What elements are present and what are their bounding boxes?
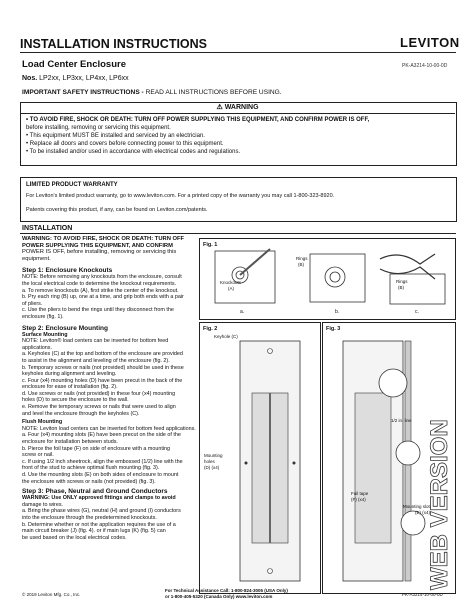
warning-list bbox=[26, 116, 369, 156]
warranty-text: For Leviton's limited product warranty, go to www.leviton.com. For a printed copy of the warranty you may call 1-800-323-8920. bbox=[26, 193, 335, 199]
install-warning: POWER SUPPLYING THIS EQUIPMENT, AND CONFIRM bbox=[22, 242, 173, 249]
rings-callout: (B) bbox=[298, 262, 304, 267]
fig1-label: Fig. 1 bbox=[203, 242, 218, 248]
half-inch-label: 1/2 in. line bbox=[391, 418, 412, 423]
step3-title: Step 3: Phase, Neutral and Ground Conductors bbox=[22, 488, 168, 496]
step2-title: Step 2: Enclosure Mounting bbox=[22, 324, 108, 332]
foil-tape-label: Foil tape bbox=[351, 491, 369, 496]
step3-line: a. Bring the phase wires (G), neutral (H) and ground (I) conductors bbox=[22, 508, 181, 515]
warning-line: • To be installed and/or used in accordance with electrical codes and regulations. bbox=[26, 149, 241, 155]
install-warning: POWER IS OFF, before installing, removing or servicing this bbox=[22, 249, 177, 256]
step3-line: WARNING: Use ONLY approved fittings and clamps to avoid bbox=[22, 495, 176, 502]
step2-line: NOTE: Leviton® load centers can be inverted for bottom feed bbox=[22, 338, 169, 345]
mounting-slots-callout: (E) (x4) bbox=[415, 510, 430, 515]
warning-line: • This equipment MUST BE installed and serviced by an electrician. bbox=[26, 133, 205, 139]
step1-line: b. Pry each ring (B) up, one at a time, and grip both ends with a pair bbox=[22, 294, 184, 301]
knockouts-label: Knockouts bbox=[220, 280, 242, 285]
step-b-label: b. bbox=[335, 309, 340, 315]
foil-tape-callout: (F) (x4) bbox=[351, 497, 366, 502]
step1-line: of pliers. bbox=[22, 300, 43, 307]
holes-label: holes bbox=[204, 459, 215, 464]
step3-line: main circuit breaker (J) (fig. 4). or if main lugs (K) (fig. 5) can bbox=[22, 528, 166, 535]
fig2-label: Fig. 2 bbox=[203, 326, 218, 332]
holes-callout: (D) (x4) bbox=[204, 465, 220, 470]
step1-title: Step 1: Enclosure Knockouts bbox=[22, 267, 113, 275]
surface-mounting: Surface Mounting bbox=[22, 331, 68, 338]
safety-line: IMPORTANT SAFETY INSTRUCTIONS - READ ALL INSTRUCTIONS BEFORE USING. bbox=[22, 89, 282, 96]
step1-line: a. To remove knockouts (A), first strike the center of the knockout. bbox=[22, 287, 179, 294]
step1-line: the local electrical code to determine the knockout requirements. bbox=[22, 280, 177, 287]
flush-line: enclosure for installation between studs. bbox=[22, 439, 118, 446]
step3-line: b. Determine whether or not the application requires the use of a bbox=[22, 521, 176, 528]
step1-line: enclosure (fig. 1). bbox=[22, 313, 64, 320]
step2-line: holes (D) to secure the enclosure to the wall. bbox=[22, 397, 129, 404]
step2-line: to assist in the alignment and leveling of the enclosure (fig. 2). bbox=[22, 357, 170, 364]
product-name: Load Center Enclosure bbox=[22, 59, 126, 70]
flush-line: front of the stud to achieve optimal flush mounting (fig. 3). bbox=[22, 465, 160, 472]
flush-line: a. Four (x4) mounting slots (E) have been precut on the side of the bbox=[22, 432, 181, 439]
flush-line: d. Use the mounting slots (E) on both sides of enclosure to mount bbox=[22, 472, 179, 478]
document-title: INSTALLATION INSTRUCTIONS bbox=[20, 37, 208, 51]
figure-1 bbox=[199, 238, 456, 320]
warning-triangle-icon: ⚠ bbox=[216, 104, 223, 111]
step2-line: c. Four (x4) mounting holes (D) have been precut in the back of the bbox=[22, 377, 183, 384]
warning-line: • Replace all doors and covers before connecting power to this equipment. bbox=[26, 141, 224, 147]
rings-label-2: Rings bbox=[396, 279, 408, 284]
svg-text:WEB VERSION: WEB VERSION bbox=[426, 419, 453, 590]
flush-mounting: Flush Mounting bbox=[22, 419, 63, 426]
step2-line: and level the enclosure through the keyholes (C). bbox=[22, 410, 140, 417]
step-a-label: a. bbox=[240, 309, 245, 315]
rings-label: Rings bbox=[296, 256, 308, 261]
tech-assistance: For Technical Assistance Call: 1-800-824-3005 (USA Only) bbox=[165, 588, 288, 593]
warning-line: before installing, removing or servicing this equipment. bbox=[26, 125, 171, 131]
step1-line: NOTE: Before removing any knockouts from the enclosure, consult bbox=[22, 274, 182, 281]
web-version-watermark bbox=[425, 395, 455, 595]
flush-line: b. Pierce the foil tape (F) on side of enclosure with a mounting bbox=[22, 445, 171, 452]
part-number: PK-A3214-10-00-0D bbox=[402, 63, 448, 69]
warranty-title: LIMITED PRODUCT WARRANTY bbox=[26, 182, 118, 188]
warning-line: • TO AVOID FIRE, SHOCK OR DEATH: TURN OFF POWER SUPPLYING THIS EQUIPMENT, AND CONFIRM POWER IS OFF, bbox=[26, 117, 370, 123]
rings-callout-2: (B) bbox=[398, 285, 404, 290]
flush-line: c. If using 1/2 inch sheetrock, align the embossed (1/2) line with the bbox=[22, 458, 183, 465]
mounting-label: Mounting bbox=[204, 453, 223, 458]
step2-line: d. Use screws or nails (not provided) in these four (x4) mounting bbox=[22, 390, 176, 397]
patents-text: Patents covering this product, if any, can be found on Leviton.com/patents. bbox=[26, 207, 208, 213]
divider bbox=[20, 233, 456, 234]
knockouts-callout: (A) bbox=[228, 286, 234, 291]
step3-line: be used based on the local electrical codes. bbox=[22, 534, 127, 541]
tech-assistance-2: or 1-800-405-5320 (Canada Only) www.leviton.com bbox=[165, 594, 273, 599]
install-warning: WARNING: TO AVOID FIRE, SHOCK OR DEATH: TURN OFF bbox=[22, 236, 185, 242]
install-warning: equipment. bbox=[22, 255, 51, 262]
installation-title: INSTALLATION bbox=[22, 225, 73, 232]
warning-header: ⚠ WARNING bbox=[20, 102, 455, 114]
flush-line: NOTE: Leviton load centers can be inverted for bottom feed applications. bbox=[22, 425, 196, 432]
step3-line: damage to wires. bbox=[22, 501, 64, 508]
step3-line: into the enclosure through the predetermined knockouts. bbox=[22, 514, 157, 521]
flush-line: screw or nail. bbox=[22, 452, 54, 459]
divider bbox=[20, 52, 456, 53]
keyhole-label: Keyhole (C) bbox=[214, 334, 238, 339]
step2-line: e. Remove the temporary screws or nails that were used to align bbox=[22, 404, 176, 411]
surface-mount-illustration bbox=[200, 323, 320, 593]
step2-line: applications. bbox=[22, 344, 52, 351]
step2-line: keyholes during alignment and leveling. bbox=[22, 371, 117, 378]
figure-2 bbox=[199, 322, 321, 594]
model-numbers: Nos. LP2xx, LP3xx, LP4xx, LP6xx bbox=[22, 75, 129, 82]
fig3-label: Fig. 3 bbox=[326, 326, 341, 332]
knockout-illustration bbox=[200, 239, 455, 319]
copyright: © 2019 Leviton Mfg. Co., Inc. bbox=[22, 592, 81, 597]
leviton-logo: LEVITON bbox=[400, 35, 460, 50]
step2-line: a. Keyholes (C) at the top and bottom of the enclosure are provided bbox=[22, 351, 183, 358]
step2-line: b. Temporary screws or nails (not provided) should be used in these bbox=[22, 364, 184, 371]
footer-part-number: PK-A3214-10-00-0D bbox=[402, 592, 443, 597]
step-c-label: c. bbox=[415, 309, 419, 315]
step2-line: enclosure for ease of installation (fig. 2). bbox=[22, 384, 118, 391]
flush-line: the enclosure with screws or nails (not provided) (fig. 3). bbox=[22, 478, 156, 485]
mounting-slots-label: Mounting slots bbox=[403, 504, 433, 509]
left-column bbox=[22, 236, 197, 541]
step1-line: c. Use the pliers to bend the rings until they disconnect from the bbox=[22, 307, 174, 314]
